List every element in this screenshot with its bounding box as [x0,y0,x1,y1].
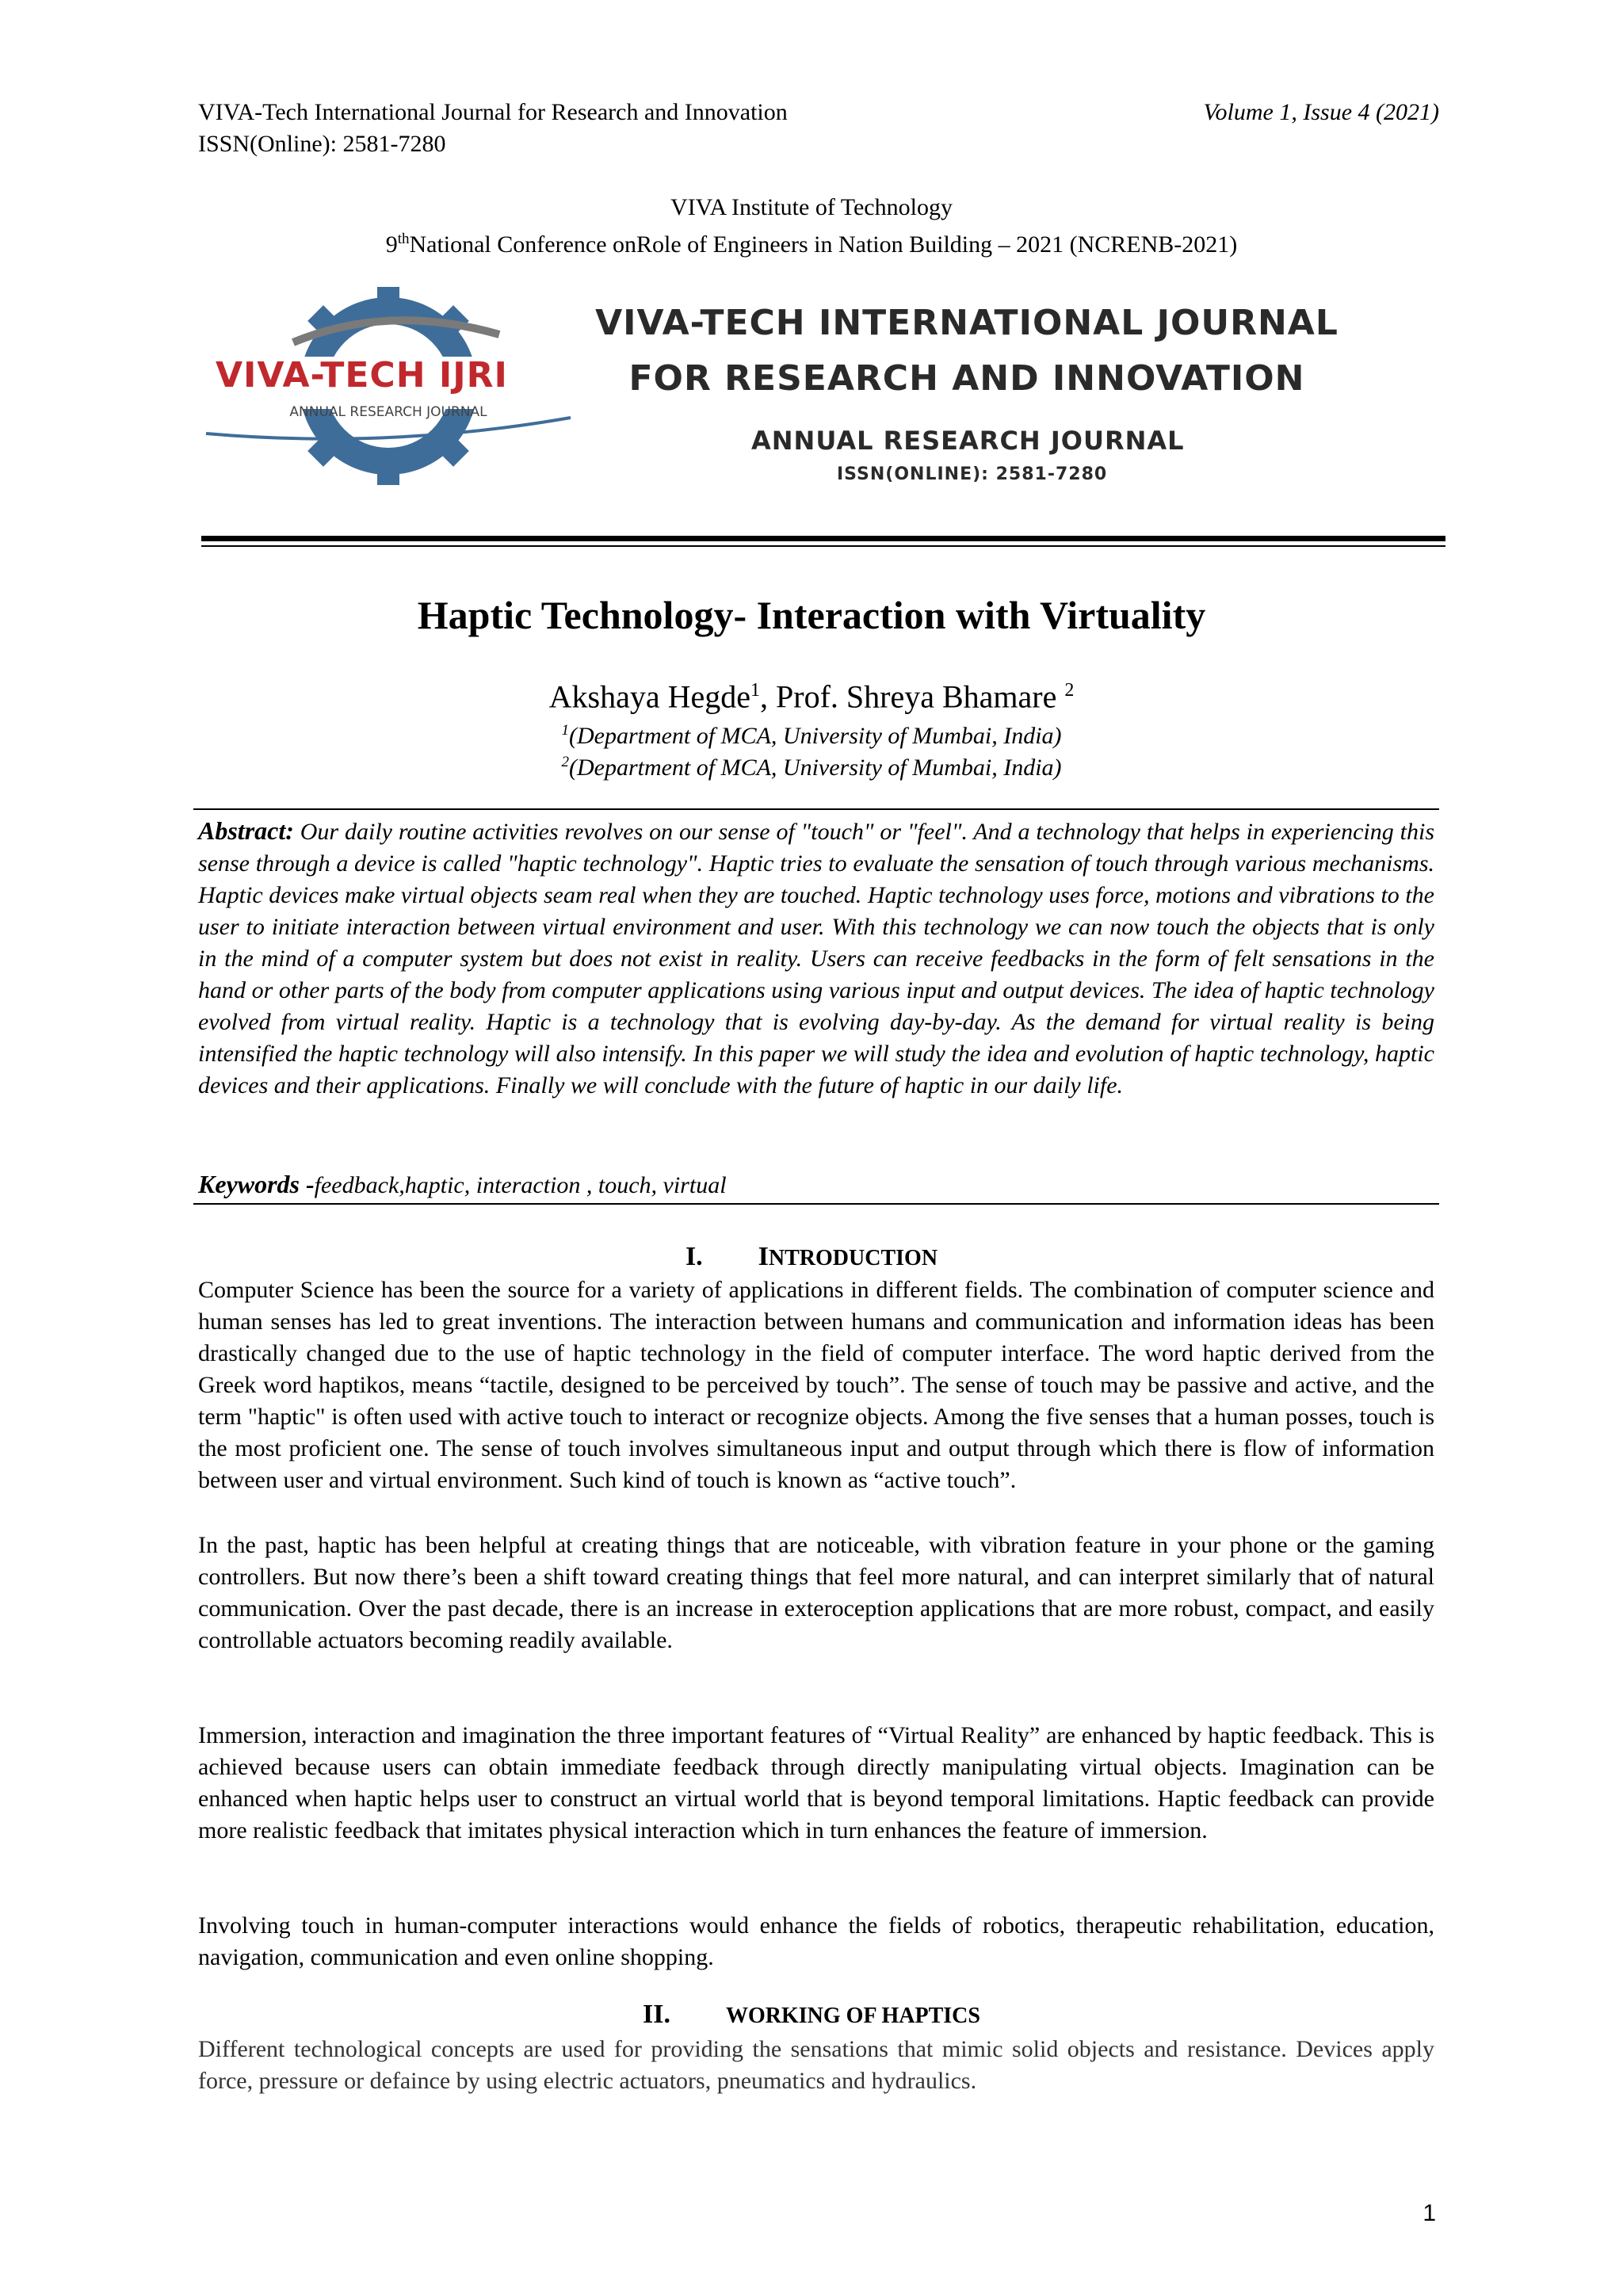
section-1-heading [0,1240,1623,1276]
abstract-bottom-rule [193,1203,1439,1205]
abstract [198,815,1434,1102]
paper-title: Haptic Technology- Interaction with Virtuality [417,593,1206,637]
affiliation-1: $^1$(Department of MCA, University of Mumbai, India) [561,722,1062,749]
logo-issn: ISSN(ONLINE): 2581-7280 [837,464,1108,484]
logo-brand-subtitle: ANNUAL RESEARCH JOURNAL [289,404,487,420]
keywords [198,1168,727,1201]
institute-name: VIVA Institute of Technology [670,194,953,220]
intro-paragraph-3: Immersion, interaction and imagination the three important features of “Virtual Reality” are enhanced by haptic feedback. This is achieved because users can obtain immediate feedback through directly manipulating virtual objects. Imagination can be enhanced when haptic helps user to construct an virtual world that is beyond temporal limitations. Haptic feedback can provide more realistic feedback that imitates physical interaction which in turn enhances the feature of immersion. [198,1722,1434,1843]
logo-annual-research: ANNUAL RESEARCH JOURNAL [751,426,1185,456]
abstract-label: Abstract: [198,816,294,845]
keywords-text: feedback,haptic, interaction , touch, virtual [314,1172,727,1198]
section-1-number: I. [685,1242,703,1271]
intro-paragraph-2: In the past, haptic has been helpful at creating things that are noticeable, with vibration feature in your phone or the gaming controllers. But now there’s been a shift toward creating things that feel more natural, and can interpret similarly that of natural communication. Over the past decade, there is an increase in exteroception applications that are more robust, compact, and easily controllable actuators becoming readily available. [198,1532,1434,1653]
author-1: Akshaya Hegde [548,678,750,715]
section-2-title: WORKING OF HAPTICS [725,2004,980,2028]
journal-name-header: VIVA-Tech International Journal for Research and Innovation [198,99,788,125]
issn-header: ISSN(Online): 2581-7280 [198,131,446,157]
working-paragraph-1: Different technological concepts are used for providing the sensations that mimic solid objects and resistance. Devices apply force, pressure or defaince by using electric actuators, pneumatics and hydraulics. [198,2036,1434,2094]
abstract-top-rule [193,808,1439,810]
section-2-heading [0,1997,1623,2034]
logo-brand-text: VIVA-TECH IJRI [216,355,508,395]
intro-paragraph-4: Involving touch in human-computer interactions would enhance the fields of robotics, therapeutic rehabilitation, education, navigation, communication and even online shopping. [198,1912,1434,1970]
affiliation-2: $^2$(Department of MCA, University of Mumbai, India) [561,754,1062,781]
keywords-label: Keywords - [198,1170,315,1198]
logo-journal-title-line2: FOR RESEARCH AND INNOVATION [628,358,1305,399]
section-2-number: II. [643,2000,670,2029]
page-number: 1 [1423,2200,1436,2226]
abstract-text: Our daily routine activities revolves on our sense of "touch" or "feel". And a technology that helps in experiencing this sense through a device is called "haptic technology". Haptic tries to evaluate the sensation of touch through various mechanisms. Haptic devices make virtual objects seam real when they are touched. Haptic technology uses force, motions and vibrations to the user to initiate interaction between virtual environment and user. With this technology we can now touch the objects that is only in the mind of a computer system but does not exist in reality. Users can receive feedbacks in the form of felt sensations in the hand or other parts of the body from computer applications using various input and output devices. The idea of haptic technology evolved from virtual reality. Haptic is a technology that is evolving day-by-day. As the demand for virtual reality is being intensified the haptic technology will also intensify. In this paper we will study the idea and evolution of haptic technology, haptic devices and their applications. Finally we will conclude with the future of haptic in our daily life. [198,819,1434,1098]
section-1-title: INTRODUCTION [758,1242,938,1271]
conference-name: 9thNational Conference onRole of Engineers in Nation Building – 2021 (NCRENB-2021) [385,231,1238,258]
journal-logo [198,287,579,485]
author-line: Akshaya Hegde$^1$, Prof. Shreya Bhamare $^2$ [548,678,1075,715]
author-2: Prof. Shreya Bhamare [776,678,1065,715]
header-thick-rule [201,536,1445,541]
intro-paragraph-1: Computer Science has been the source for a variety of applications in different fields. The combination of computer science and human senses has led to great inventions. The interaction between humans and communication and information ideas has been drastically changed due to the use of haptic technology in the field of computer interface. The word haptic derived from the Greek word haptikos, means “tactile, designed to be perceived by touch”. The sense of touch may be passive and active, and the term "haptic" is often used with active touch to interact or recognize objects. Among the five senses that a human posses, touch is the most proficient one. The sense of touch involves simultaneous input and output through which there is flow of information between user and virtual environment. Such kind of touch is known as “active touch”. [198,1277,1434,1493]
header-thin-rule [201,545,1445,547]
logo-journal-title-line1: VIVA-TECH INTERNATIONAL JOURNAL [595,303,1338,343]
volume-issue-header: Volume 1, Issue 4 (2021) [1203,99,1439,125]
